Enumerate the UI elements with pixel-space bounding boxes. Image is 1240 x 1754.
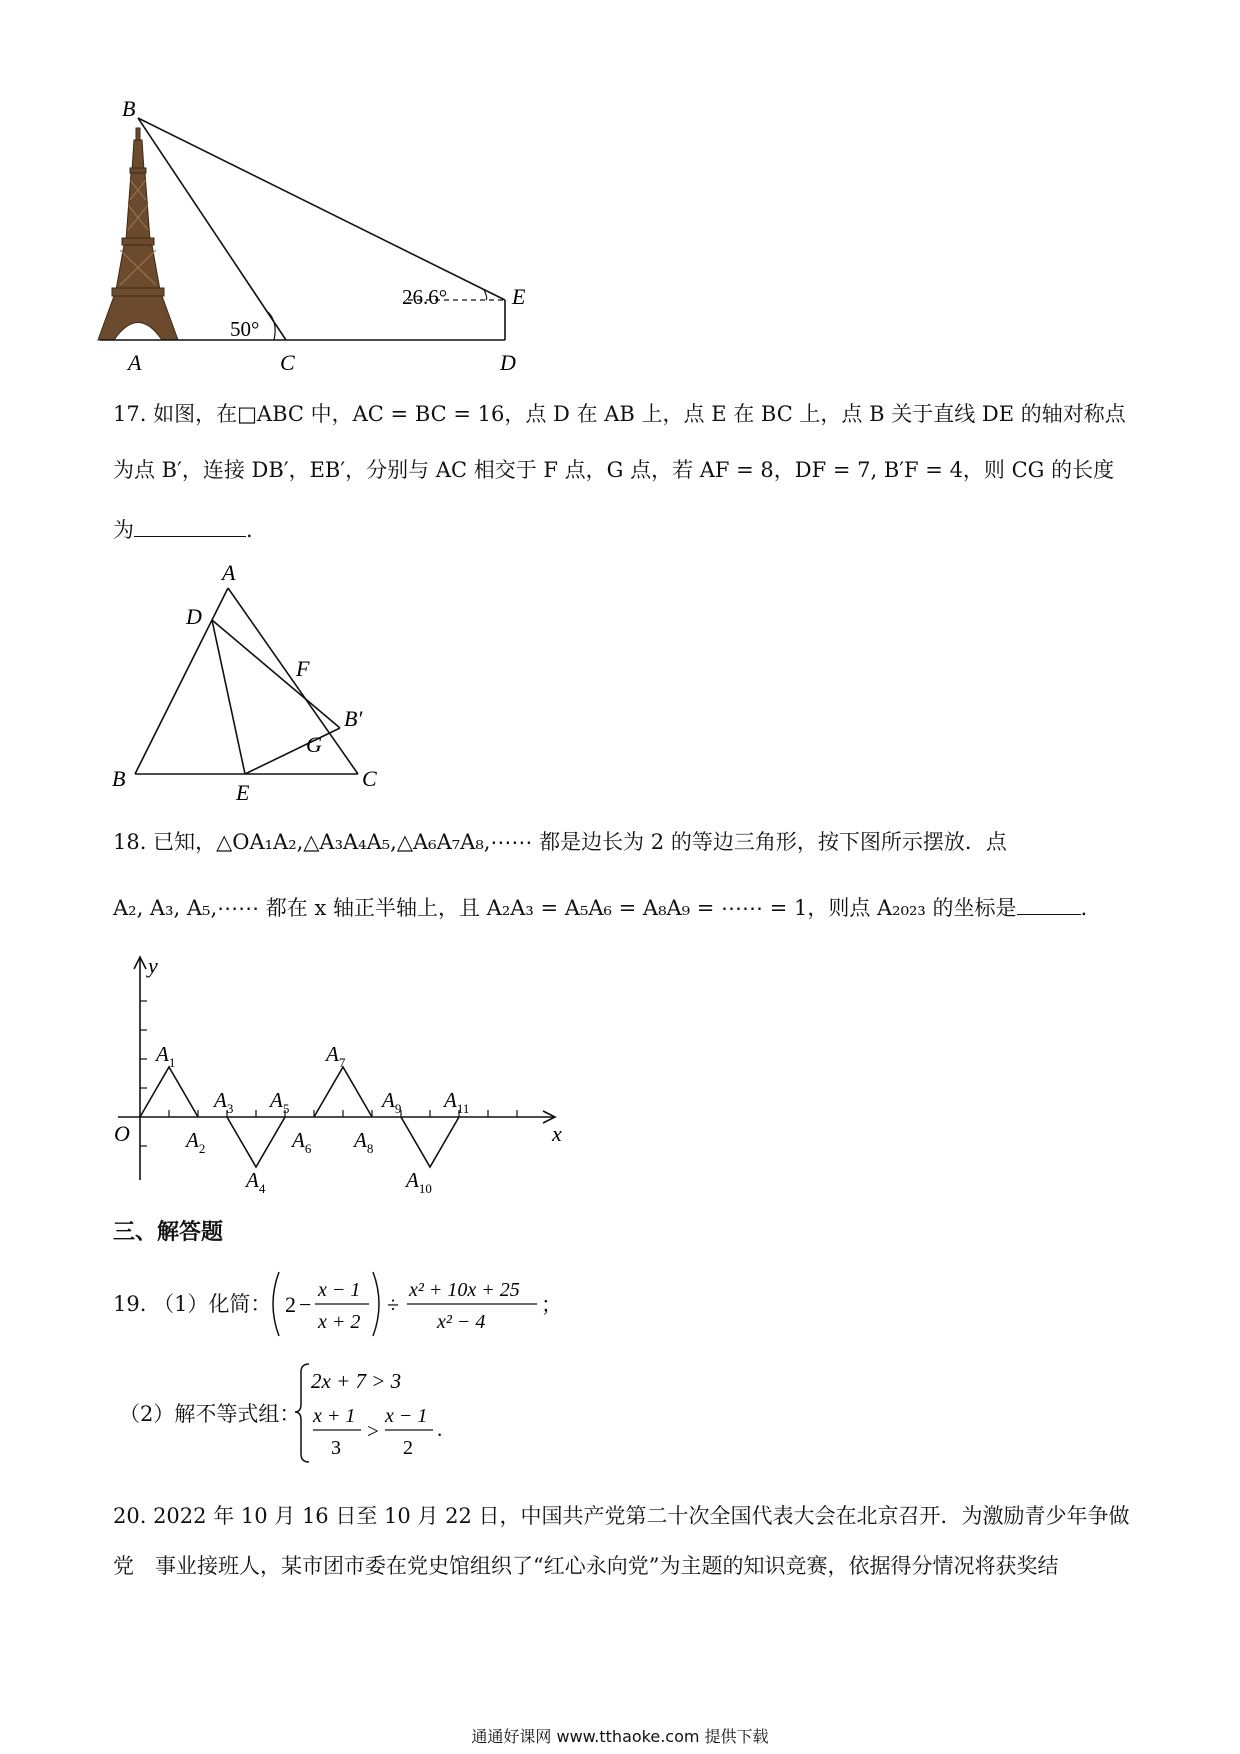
q17-line3-prefix: 为 bbox=[113, 518, 134, 542]
q18-line2 bbox=[113, 894, 1087, 922]
axis-label-y: y bbox=[148, 953, 158, 978]
point-a9: $A_9$ bbox=[382, 1088, 402, 1116]
svg-text:÷: ÷ bbox=[387, 1292, 400, 1317]
point-a8: $A_8$ bbox=[354, 1128, 374, 1156]
q19-p2-system bbox=[297, 1358, 557, 1468]
q17-line3-suffix: . bbox=[246, 518, 253, 542]
svg-text:2x + 7 > 3: 2x + 7 > 3 bbox=[311, 1369, 402, 1393]
q18-line2-suffix: . bbox=[1080, 896, 1088, 920]
y-ticks bbox=[140, 1001, 147, 1146]
point-a2: $A_2$ bbox=[186, 1128, 206, 1156]
svg-text:2: 2 bbox=[285, 1292, 296, 1317]
q19-p1-expression bbox=[269, 1268, 562, 1340]
tri-label-b-prime: B′ bbox=[344, 706, 363, 731]
point-a1: $A_1$ bbox=[156, 1042, 176, 1070]
tri-label-f: F bbox=[296, 656, 310, 681]
angle-c-label: 50° bbox=[230, 317, 260, 341]
q20-line2: 党 事业接班人，某市团市委在党史馆组织了“红心永向党”为主题的知识竞赛，依据得分情况将获奖结 bbox=[113, 1554, 1059, 1578]
svg-text:；: ； bbox=[541, 1293, 562, 1317]
svg-text:2: 2 bbox=[403, 1437, 413, 1459]
tri-label-d: D bbox=[186, 604, 202, 629]
page-footer: 通通好课网 www.tthaoke.com 提供下载 bbox=[471, 1727, 769, 1746]
svg-text:x + 2: x + 2 bbox=[318, 1311, 361, 1333]
svg-text:x − 1: x − 1 bbox=[385, 1405, 428, 1427]
right-paren bbox=[373, 1272, 379, 1336]
svg-text:x² − 4: x² − 4 bbox=[437, 1311, 486, 1333]
q18-line1: 18. 已知，△OA₁A₂,△A₃A₄A₅,△A₆A₇A₈,⋯⋯ 都是边长为 2 的等边三角形，按下图所示摆放．点 bbox=[113, 830, 1007, 854]
label-d: D bbox=[500, 350, 516, 375]
svg-text:x − 1: x − 1 bbox=[318, 1279, 361, 1301]
svg-text:3: 3 bbox=[331, 1437, 341, 1459]
point-a11: $A_{11}$ bbox=[444, 1088, 470, 1116]
point-a7: $A_7$ bbox=[326, 1042, 346, 1070]
q17-line1: 17. 如图，在□ABC 中，AC = BC = 16，点 D 在 AB 上，点 E 在 BC 上，点 B 关于直线 DE 的轴对称点 bbox=[113, 402, 1126, 426]
axis-label-x: x bbox=[552, 1121, 562, 1146]
q17-line2: 为点 B′，连接 DB′，EB′，分别与 AC 相交于 F 点，G 点，若 AF = 8，DF = 7, B′F = 4，则 CG 的长度 bbox=[113, 458, 1115, 482]
point-a6: $A_6$ bbox=[292, 1128, 312, 1156]
triangle-1 bbox=[140, 1067, 198, 1117]
point-a4: $A_4$ bbox=[246, 1168, 266, 1196]
triangle-4 bbox=[401, 1117, 459, 1167]
section-heading: 三、解答题 bbox=[113, 1220, 224, 1245]
tri-label-a: A bbox=[222, 560, 236, 585]
svg-text:x + 1: x + 1 bbox=[313, 1405, 356, 1427]
label-a: A bbox=[128, 350, 142, 375]
svg-text:>: > bbox=[367, 1419, 379, 1443]
triangle-3 bbox=[314, 1067, 372, 1117]
svg-text:.: . bbox=[437, 1417, 443, 1441]
point-labels bbox=[154, 1042, 469, 1196]
system-brace bbox=[295, 1364, 309, 1462]
point-a3: $A_3$ bbox=[214, 1088, 234, 1116]
tri-label-b: B bbox=[112, 766, 126, 791]
angle-e-label: 26.6° bbox=[402, 285, 448, 309]
q19-part2 bbox=[113, 1358, 713, 1468]
q18-answer-blank[interactable] bbox=[1017, 894, 1081, 915]
tower-figure bbox=[100, 96, 540, 380]
q20-line1: 20. 2022 年 10 月 16 日至 10 月 22 日，中国共产党第二十次全国代表大会在北京召开．为激励青少年争做 bbox=[113, 1504, 1130, 1528]
triangle-figure bbox=[100, 558, 400, 808]
point-a10: $A_{10}$ bbox=[406, 1168, 432, 1196]
tri-label-g: G bbox=[306, 732, 322, 757]
q19-part1 bbox=[113, 1268, 713, 1340]
tri-label-e: E bbox=[236, 780, 250, 805]
axis-figure bbox=[100, 955, 570, 1200]
q17-line3 bbox=[113, 516, 253, 544]
svg-text:−: − bbox=[299, 1292, 312, 1317]
triangle-2 bbox=[227, 1117, 285, 1167]
segment-eb-prime bbox=[245, 728, 340, 774]
side-ac bbox=[228, 588, 358, 774]
side-ba bbox=[135, 588, 228, 774]
q18-line2-text: A₂, A₃, A₅,⋯⋯ 都在 x 轴正半轴上，且 A₂A₃ = A₅A₆ = A₈A₉ = ⋯⋯ = 1，则点 A₂₀₂₃ 的坐标是 bbox=[113, 896, 1017, 920]
q19-p1-prefix: 19. （1）化简： bbox=[113, 1292, 272, 1316]
label-c: C bbox=[280, 350, 295, 375]
label-e: E bbox=[512, 284, 526, 309]
point-a5: $A_5$ bbox=[270, 1088, 290, 1116]
label-b: B bbox=[122, 96, 136, 121]
q19-p2-prefix: （2）解不等式组： bbox=[119, 1402, 301, 1426]
q17-answer-blank[interactable] bbox=[134, 516, 246, 537]
tri-label-c: C bbox=[362, 766, 377, 791]
line-be bbox=[138, 118, 505, 300]
axis-label-o: O bbox=[114, 1121, 130, 1146]
left-paren bbox=[273, 1272, 279, 1336]
angle-arc-c bbox=[268, 312, 275, 340]
svg-text:x² + 10x + 25: x² + 10x + 25 bbox=[409, 1279, 520, 1301]
